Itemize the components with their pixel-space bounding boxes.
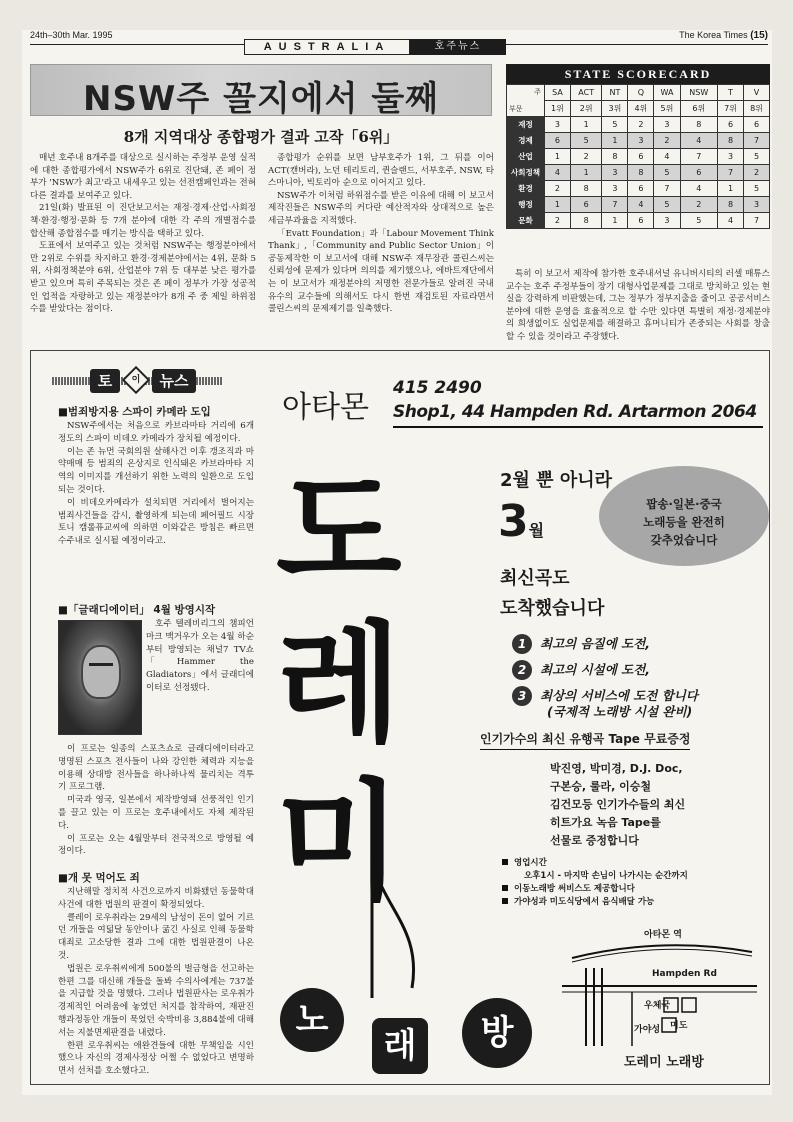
section-name-en: AUSTRALIA	[244, 39, 410, 55]
news-body-beside-photo	[146, 618, 254, 695]
score-cell: 3	[545, 117, 571, 133]
tape-line: 김건모등 인기가수들의 최신	[550, 798, 686, 811]
news-paragraph: 호주 텔레비리그의 챔피언 마크 맥거우가 오는 4월 하순부터 방영되는 채널7 TV쇼「Hammer the Gladiators」에서 글래디에이터로 선정됐다.	[146, 619, 254, 693]
topnews-word-2: 뉴스	[152, 369, 196, 393]
score-cell: 7	[743, 213, 769, 229]
score-cell: 6	[570, 197, 602, 213]
map-gaya-label: 가야성	[634, 1025, 661, 1035]
news-paragraph: 이 프로는 일종의 스포츠쇼로 글래디에이터라고 명명된 스포츠 전사들이 나와 강인한 체력과 지능을 이용해 상대방 전사들을 하나하나씩 물리치는 격투기 프로그램.	[58, 744, 254, 793]
article-paragraph: 종합평가 순위를 보면 남부호주가 1위, 그 뒤를 이어 ACT(캔버라), 노던 테리토리, 퀸슬랜드, 서부호주, NSW, 타스마니아, 빅토리아 순으로 이어지고 있다.	[268, 153, 494, 189]
score-cell: 5	[654, 165, 680, 181]
overall-rank: 8위	[743, 101, 769, 117]
score-cell: 8	[628, 165, 654, 181]
feature-number: 2	[512, 660, 532, 680]
bullet-square	[502, 859, 508, 865]
tape-title: 인기가수의 최신 유행곡 Tape 무료증정	[480, 730, 690, 750]
info-mobile	[502, 882, 635, 894]
score-cell: 7	[718, 165, 744, 181]
headline: NSW주 꼴지에서 둘째	[82, 79, 440, 119]
score-cell: 2	[545, 181, 571, 197]
corner-label-category: 부문	[509, 105, 523, 113]
score-cell: 4	[545, 165, 571, 181]
article-paragraph: NSW주가 이처럼 하위점수를 받은 이유에 대해 이 보고서 제작진들은 NSW주의 커다란 예산적자와 상대적으로 높은 세금부과율을 지적했다.	[268, 190, 494, 226]
feature-number: 3	[512, 686, 532, 706]
scorecard-row	[507, 197, 770, 213]
category-label: 산업	[507, 149, 545, 165]
info-text: 이동노래방 써비스도 제공합니다	[514, 884, 635, 894]
oval-line: 노래등을 완전히	[643, 515, 725, 529]
topnews-mark: 이	[131, 375, 141, 385]
scorecard-row	[507, 165, 770, 181]
photo-face	[81, 645, 121, 699]
feature-note: (국제적 노래방 시설 완비)	[547, 704, 693, 719]
news-paragraph: 이 프로는 오는 4월말부터 전국적으로 방영될 예정이다.	[58, 833, 254, 857]
score-cell: 6	[718, 117, 744, 133]
news-body	[58, 420, 254, 548]
news-paragraph: 지난해말 정치적 사건으로까지 비화됐던 동물학대사건에 대한 법원의 판결이 확정되었다.	[58, 887, 254, 910]
score-cell: 1	[718, 181, 744, 197]
scorecard-body	[507, 117, 770, 229]
scorecard-corner	[507, 85, 545, 117]
scorecard-row	[507, 213, 770, 229]
paper-name	[679, 30, 768, 41]
score-cell: 2	[570, 149, 602, 165]
score-cell: 3	[602, 181, 628, 197]
score-cell: 1	[570, 117, 602, 133]
gladiator-photo	[58, 620, 142, 735]
tape-line: 히트가요 녹음 Tape를	[550, 816, 661, 829]
score-cell: 3	[718, 149, 744, 165]
state-header: WA	[654, 85, 680, 101]
score-cell: 8	[718, 197, 744, 213]
score-cell: 4	[680, 181, 718, 197]
news-body	[58, 743, 254, 858]
ad-circle-rae: 래	[372, 1018, 428, 1074]
score-cell: 3	[654, 117, 680, 133]
ad-march-unit: 월	[528, 521, 545, 540]
score-cell: 6	[628, 181, 654, 197]
state-scorecard	[506, 64, 770, 229]
corner-label-state: 주	[534, 88, 541, 96]
article-paragraph: 매년 호주내 8개주를 대상으로 실시하는 주정부 운영 실적에 대한 종합평가에서 NSW주가 6위로 진단돼, 존 페이 정부가 'NSW가 최고'라고 내세우고 있는 선전캠페인과는 전혀 다른 결과를 보여주고 있다.	[30, 153, 256, 201]
ad-big-char-mi: 미	[276, 766, 402, 918]
state-header: SA	[545, 85, 571, 101]
state-header: ACT	[570, 85, 602, 101]
scorecard-row	[507, 149, 770, 165]
ad-address: Shop1, 44 Hampden Rd. Artarmon 2064	[393, 402, 757, 422]
score-cell: 8	[570, 181, 602, 197]
feature-text: 최고의 시설에 도전,	[540, 662, 651, 677]
tape-line: 선물로 증정합니다	[550, 834, 639, 847]
news-body	[58, 886, 254, 1078]
feature-text: 최고의 음질에 도전,	[540, 636, 651, 651]
page-number: (15)	[750, 30, 768, 41]
news-title: ■개 못 먹어도 죄	[58, 872, 140, 884]
score-cell: 5	[680, 213, 718, 229]
ad-line-feb: 2월 뿐 아니라	[500, 470, 612, 491]
score-cell: 1	[545, 197, 571, 213]
score-cell: 8	[718, 133, 744, 149]
news-title: ■「글래디에이터」 4월 방영시작	[58, 604, 216, 616]
score-cell: 6	[545, 133, 571, 149]
score-cell: 8	[570, 213, 602, 229]
feature-2	[512, 660, 650, 680]
news-paragraph: 이 비데오카메라가 설치되면 거리에서 벌어지는 범죄사건들을 감시, 촬영하게 되는데 페어필드 시장 토니 캠롤퓨교씨에 의하면 이와같은 방침은 빠르면 수주내로 실시될 예정이라고.	[58, 497, 254, 547]
score-cell: 3	[602, 165, 628, 181]
newspaper-page	[22, 30, 772, 1095]
info-text: 가야성과 미도식당에서 음식배달 가능	[514, 897, 655, 907]
score-cell: 5	[602, 117, 628, 133]
score-cell: 7	[743, 133, 769, 149]
score-cell: 5	[570, 133, 602, 149]
score-cell: 1	[545, 149, 571, 165]
oval-line: 갖추었습니다	[650, 533, 718, 547]
ad-big-char-re: 레	[276, 608, 402, 760]
overall-rank: 6위	[680, 101, 718, 117]
tape-line: 구본승, 룰라, 이승철	[550, 780, 652, 793]
map-station-label: 아타몬 역	[644, 930, 682, 940]
issue-date: 24th–30th Mar. 1995	[30, 30, 113, 40]
news-paragraph: 미국과 영국, 일본에서 제작방영돼 선풍적인 인기를 끌고 있는 이 프로는 호주내에서도 자체 제작된다.	[58, 795, 254, 831]
article-paragraph: 「Evatt Foundation」과「Labour Movement Think Thank」,「Community and Public Sector Union」이 공동제작한 이 보고서에 대해 NSW주 재무장관 콜린스씨는 신뢰성에 문제가 있다며 의의를 제기했으나, 에바트재단에서는 이 보고서가 재정분야의 저명한 전문가들로 알려진 국내유수의 교수들에 의해서도 다시 한번 재검토된 자료라면서 콜린스씨의 문제제기를 일축했다.	[268, 228, 494, 315]
bullet-square	[502, 885, 508, 891]
category-label: 환경	[507, 181, 545, 197]
feature-number: 1	[512, 634, 532, 654]
score-cell: 3	[628, 133, 654, 149]
score-cell: 1	[570, 165, 602, 181]
article-paragraph: 특히 이 보고서 제작에 참가한 호주내셔널 유니버시티의 러셀 매튜스 교수는 호주 주정부들이 장기 대형사업문제를 그대로 방치하고 있는 현실을 강력하게 비판했는데, 그는 정부가 정부지출을 줄이고 공공서비스분야에 대한 운영을 효율적으로 할 수만 있다면 특별히 재정·경제분야의 희생없이도 실업문제를 해결하고 휴머니티가 존중되는 사회를 창출할 수 있을 것이라고 주장했다.	[506, 269, 770, 342]
info-hours: 오후1시 - 마지막 손님이 나가시는 순간까지	[524, 871, 688, 881]
ad-circle-bang: 방	[462, 998, 532, 1068]
overall-rank: 5위	[654, 101, 680, 117]
score-cell: 2	[628, 117, 654, 133]
ad-address-rule	[393, 426, 763, 428]
score-cell: 2	[743, 165, 769, 181]
info-delivery	[502, 895, 654, 907]
score-cell: 4	[654, 149, 680, 165]
info-hours-label	[502, 856, 547, 868]
ad-location-name: 아타몬	[282, 390, 369, 425]
score-cell: 6	[628, 213, 654, 229]
score-cell: 5	[743, 149, 769, 165]
news-paragraph: NSW주에서는 처음으로 카브라마타 거리에 6개 정도의 스파이 비데오 카메라가 장치될 예정이다.	[58, 421, 254, 444]
score-cell: 5	[743, 181, 769, 197]
news-title: ■범죄방지용 스파이 카메라 도입	[58, 406, 211, 418]
shop-name: 도레미 노래방	[624, 1055, 704, 1070]
article-column-3	[506, 268, 770, 344]
category-label: 사회정책	[507, 165, 545, 181]
state-header: NSW	[680, 85, 718, 101]
category-label: 재정	[507, 117, 545, 133]
score-cell: 8	[602, 149, 628, 165]
article-column-2	[268, 152, 494, 316]
oval-line: 팝송·일본·중국	[646, 497, 722, 511]
overall-rank: 3위	[602, 101, 628, 117]
article-paragraph: 도표에서 보여주고 있는 것처럼 NSW주는 행정분야에서만 2위로 수위를 차지하고 환경·경제분야에서는 4위, 문화 5위, 사회정책분야 6위, 산업분야 7위 등 대부분 낮은 평가를 받고 있으며 특히 주목되는 것은 존 페이 정부가 가장 성공적인 업적을 자랑하고 있는 재정분야가 8개 주 중 제일 하위점수를 받았다는 점이다.	[30, 241, 256, 315]
state-header: V	[743, 85, 769, 101]
score-cell: 1	[602, 213, 628, 229]
state-header: T	[718, 85, 744, 101]
score-cell: 4	[628, 197, 654, 213]
category-label: 문화	[507, 213, 545, 229]
score-cell: 6	[628, 149, 654, 165]
news-paragraph: 법원은 로우취씨에게 500불의 벌금형을 선고하는 한편 그를 대신해 개들을 돌봐 수의사에게는 737불을 지급할 것을 명했다. 그러나 법원판사는 로우취가 경제적인 어려움에 놓였던 처지를 참작하여, 재판진행과정동안 개들이 묵었던 숙박비용 3,884불에 대해서는 지불면제판결을 내렸다.	[58, 963, 254, 1038]
ad-line-arrived: 도착했습니다	[500, 598, 605, 619]
score-cell: 6	[743, 117, 769, 133]
ad-line-latest: 최신곡도	[500, 568, 570, 589]
section-banner	[244, 39, 506, 55]
map-post-label: 우체국	[644, 1001, 671, 1011]
feature-1	[512, 634, 650, 654]
score-cell: 7	[602, 197, 628, 213]
scorecard-row	[507, 117, 770, 133]
category-label: 경제	[507, 133, 545, 149]
score-cell: 3	[743, 197, 769, 213]
photo-eyes	[89, 663, 113, 669]
news-paragraph: 이는 존 뉴먼 국회의원 살해사건 이후 갱조직과 마약매매 등 범죄의 온상지로 인식돼온 카브라마타 지역의 이미지를 개선하기 위한 노력의 일환으로 도입되는 것이다.	[58, 446, 254, 495]
score-cell: 7	[654, 181, 680, 197]
tape-line: 박진영, 박미경, D.J. Doc,	[550, 762, 683, 775]
news-paragraph: 한편 로우취씨는 애완견들에 대한 무책임을 시인했으나 자신의 경제사정상 어쩔 수 없었다고 변명하면서 선처를 호소했다고.	[58, 1040, 254, 1077]
article-paragraph: 21일(화) 발표된 이 진단보고서는 재정·경제·산업·사회정책·환경·행정·문화 등 7개 분야에 대한 각 주의 개별점수를 합산해 종합점수를 매기는 방식을 택하고 있다.	[30, 203, 256, 239]
score-cell: 3	[654, 213, 680, 229]
doremi-ad	[262, 368, 768, 1080]
ad-march-number: 3	[498, 496, 529, 547]
map-mido-label: 미도	[670, 1021, 688, 1031]
score-cell: 1	[602, 133, 628, 149]
score-cell: 7	[680, 149, 718, 165]
scorecard-row	[507, 181, 770, 197]
category-label: 행정	[507, 197, 545, 213]
state-header: NT	[602, 85, 628, 101]
overall-rank: 2위	[570, 101, 602, 117]
map-road-label: Hampden Rd	[652, 969, 717, 979]
score-cell: 8	[680, 117, 718, 133]
score-cell: 4	[718, 213, 744, 229]
score-cell: 6	[680, 165, 718, 181]
article-column-1	[30, 152, 256, 316]
topnews-word-1: 토	[90, 369, 120, 393]
topnews-diamond	[122, 366, 150, 394]
headline-box	[30, 64, 492, 119]
feature-text: 최상의 서비스에 도전 합니다	[540, 688, 698, 703]
score-cell: 2	[545, 213, 571, 229]
score-cell: 2	[680, 197, 718, 213]
score-cell: 4	[680, 133, 718, 149]
ad-line-march	[498, 496, 544, 547]
ad-grey-oval	[599, 466, 769, 566]
scorecard-table	[506, 84, 770, 229]
overall-rank: 7위	[718, 101, 744, 117]
overall-rank: 1위	[545, 101, 571, 117]
section-name-ko: 호주뉴스	[410, 39, 506, 55]
ad-big-char-do: 도	[276, 456, 402, 608]
subheadline: 8개 지역대상 종합평가 결과 고작「6위」	[123, 128, 399, 146]
paper-title: The Korea Times	[679, 30, 748, 40]
overall-rank: 4위	[628, 101, 654, 117]
bullet-square	[502, 898, 508, 904]
score-cell: 2	[654, 133, 680, 149]
scorecard-title: STATE SCORECARD	[506, 64, 770, 84]
info-text: 영업시간	[514, 858, 547, 868]
ad-phone: 415 2490	[393, 378, 482, 398]
topnews-badge	[52, 368, 222, 394]
score-cell: 5	[654, 197, 680, 213]
state-header: Q	[628, 85, 654, 101]
scorecard-row	[507, 133, 770, 149]
ad-circle-no: 노	[280, 988, 344, 1052]
news-paragraph: 클레이 로우취라는 29세의 남성이 돈이 없어 기르던 개들을 여덟달 동안이나 굶긴 사실로 인해 동물학대죄로 고소당한 결과 그에 대한 법원판결이 나온 것.	[58, 912, 254, 961]
